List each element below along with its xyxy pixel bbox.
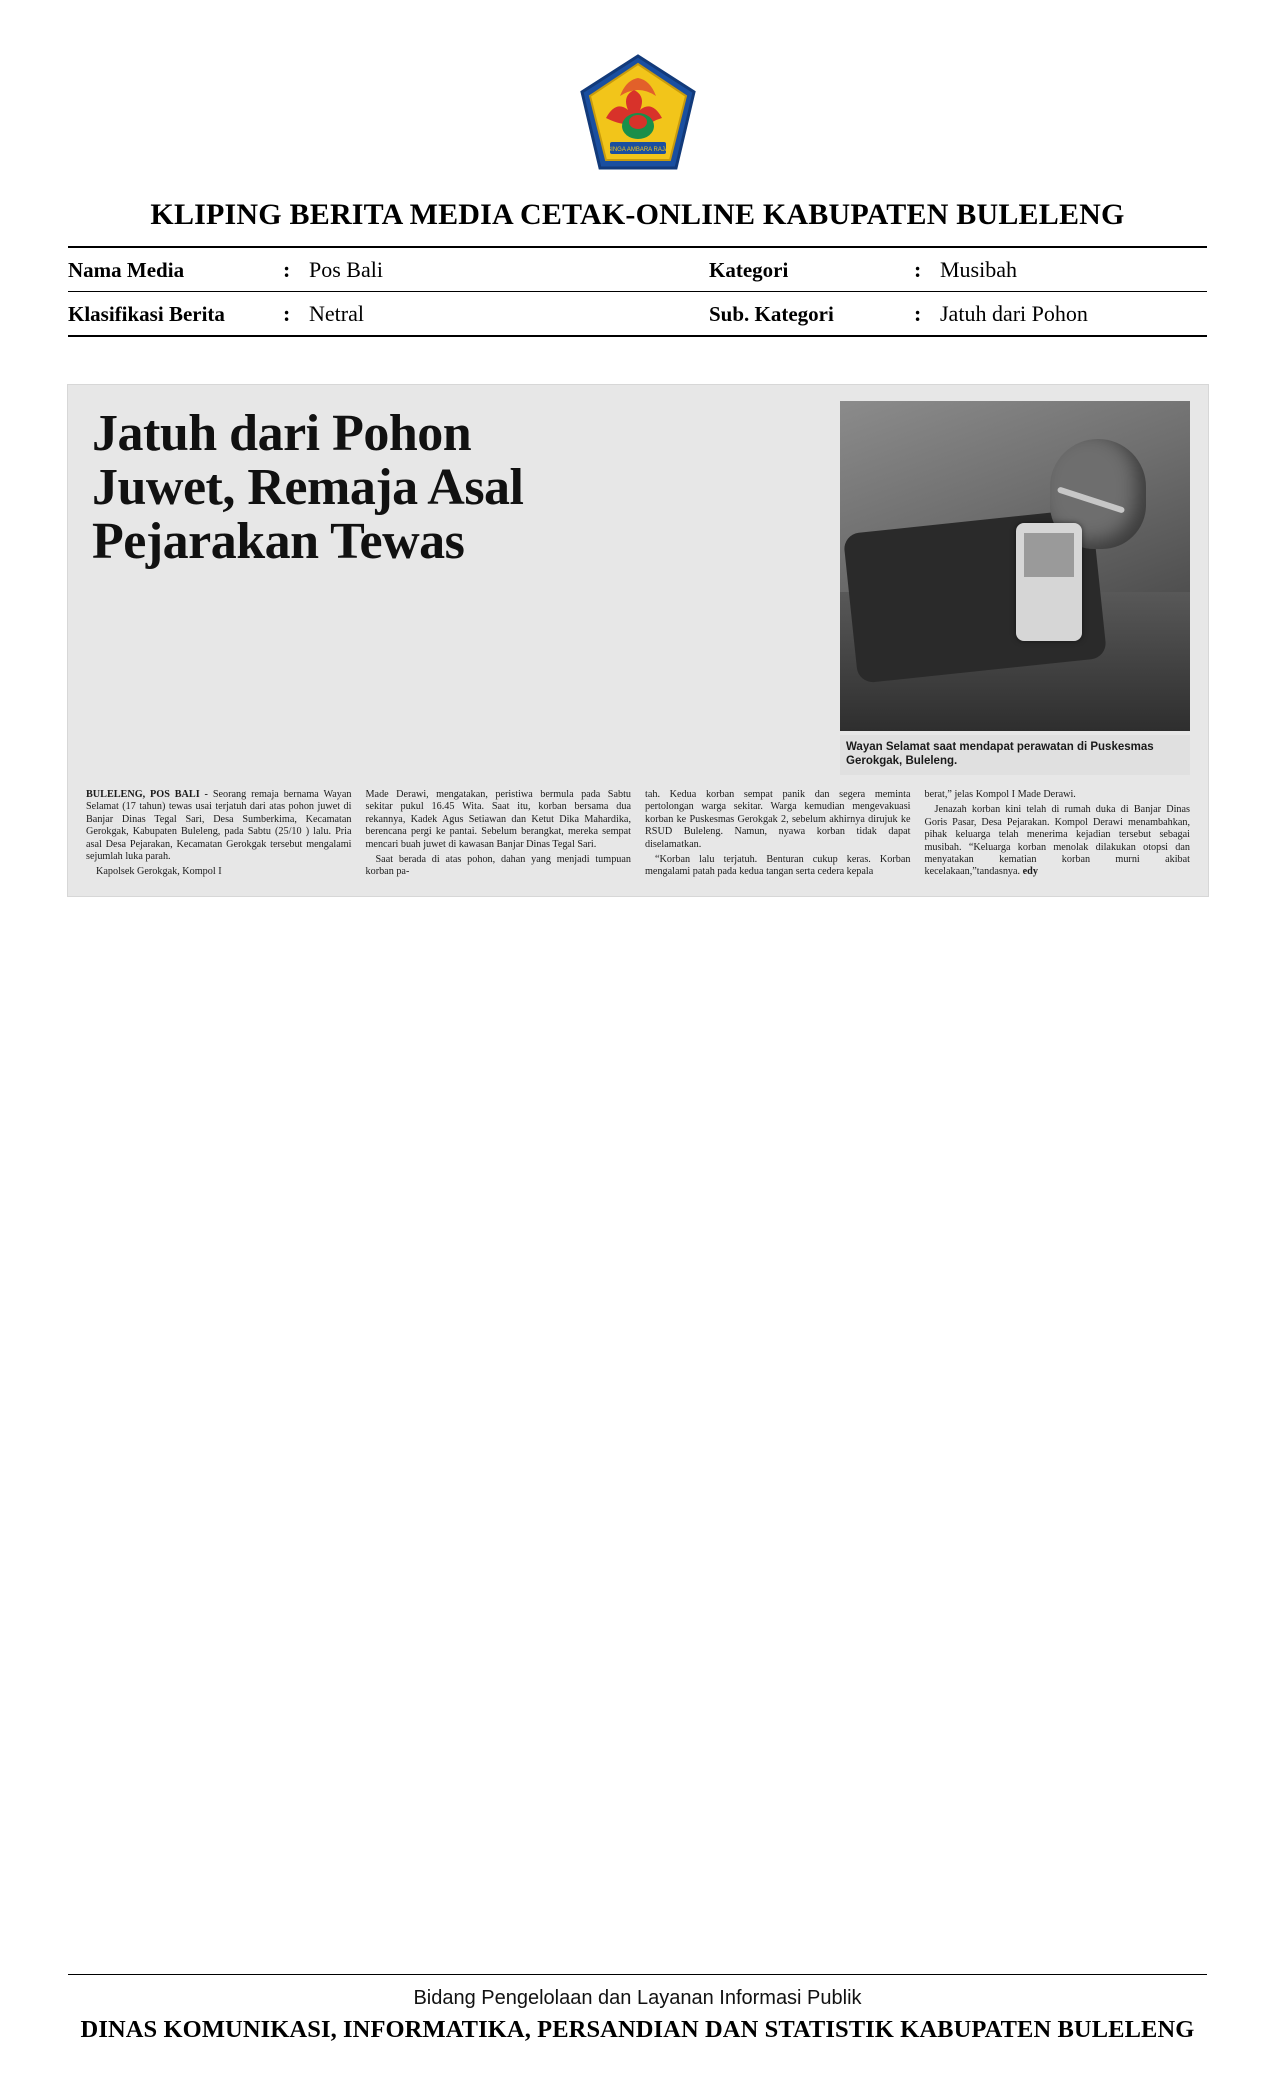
table-row-media (68, 248, 1207, 291)
news-paragraph-text: Jenazah korban kini telah di rumah duka di Banjar Dinas Goris Pasar, Desa Pejarakan. Kompol Derawi menambahkan, pihak keluarga telah menerima kejadian tersebut sebagai musibah. “Keluarga korban menolak dilakukan otopsi dan menyatakan kematian korban murni akibat kecelakaan,”tandasnya. (924, 804, 1190, 878)
colon-2: : (914, 257, 922, 282)
news-column-1 (86, 789, 352, 882)
news-dateline: BULELENG, POS BALI - (86, 788, 213, 800)
headline-line-1: Jatuh dari Pohon (92, 405, 472, 462)
news-clipping-image (68, 385, 1208, 896)
news-headline (92, 407, 826, 569)
news-column-4 (925, 789, 1191, 882)
news-paragraph: berat,” jelas Kompol I Made Derawi. (924, 788, 1076, 800)
colon-4: : (914, 301, 922, 326)
buleleng-crest-logo (576, 52, 700, 176)
clipping-headline-block (86, 401, 826, 775)
kategori-label: Kategori (709, 257, 789, 282)
footer-organization: DINAS KOMUNIKASI, INFORMATIKA, PERSANDIAN DAN STATISTIK KABUPATEN BULELENG (80, 2016, 1195, 2043)
news-paragraph: “Korban lalu terjatuh. Benturan cukup keras. Korban mengalami patah pada kedua tangan serta cedera kepala (645, 853, 911, 878)
news-column-2 (366, 789, 632, 882)
clipping-photo-block (840, 401, 1190, 775)
news-paragraph-text: Seorang remaja bernama Wayan Selamat (17 tahun) tewas usai terjatuh dari atas pohon juwet di Banjar Dinas Tegal Sari, Desa Sumberkima, Kecamatan Gerokgak, Kabupaten Buleleng, pada Sabtu (25/10 ) lalu. Pria asal Desa Pejarakan, Kecamatan Gerokgak tersebut mengalami sejumlah luka parah. (86, 788, 352, 862)
news-paragraph (86, 789, 352, 864)
news-paragraph: tah. Kedua korban sempat panik dan segera meminta pertolongan warga sekitar. Warga kemudian mengevakuasi korban ke Puskesmas Gerokgak 2, sebelum akhirnya dirujuk ke RSUD Buleleng. Namun, nyawa korban tidak dapat diselamatkan. (645, 788, 911, 850)
footer-subtitle: Bidang Pengelolaan dan Layanan Informasi Publik (413, 1987, 862, 2009)
news-paragraph: Saat berada di atas pohon, dahan yang menjadi tumpuan korban pa- (365, 853, 631, 878)
metadata-table (68, 248, 1207, 291)
news-body-columns (86, 789, 1190, 882)
news-paragraph (925, 804, 1191, 879)
sub-kategori-label: Sub. Kategori (709, 301, 834, 326)
sub-kategori-value: Jatuh dari Pohon (940, 301, 1088, 326)
footer-divider (68, 1974, 1207, 1975)
news-column-3 (645, 789, 911, 882)
svg-text:SINGA AMBARA RAJA: SINGA AMBARA RAJA (606, 147, 669, 153)
divider-bottom (68, 335, 1207, 337)
news-byline: edy (1022, 866, 1038, 878)
news-paragraph: Kapolsek Gerokgak, Kompol I (96, 866, 222, 878)
logo-container (68, 0, 1207, 176)
news-photo-patient (840, 401, 1190, 731)
klasifikasi-value: Netral (309, 301, 364, 326)
photo-caption: Wayan Selamat saat mendapat perawatan di Puskesmas Gerokgak, Buleleng. (840, 735, 1190, 775)
metadata-table-2 (68, 292, 1207, 335)
page-footer (0, 1974, 1275, 2044)
klasifikasi-label: Klasifikasi Berita (68, 301, 225, 326)
kategori-value: Musibah (940, 257, 1017, 282)
nama-media-value: Pos Bali (309, 257, 383, 282)
headline-line-2: Juwet, Remaja Asal (92, 459, 524, 517)
news-paragraph: Made Derawi, mengatakan, peristiwa bermula pada Sabtu sekitar pukul 16.45 Wita. Saat itu, korban bersama dua rekannya, Kadek Agus Setiawan dan Ketut Dika Mahardika, berencana pergi ke pantai. Sebelum berangkat, mereka sempat mencari buah juwet di kawasan Banjar Dinas Tegal Sari. (365, 788, 631, 850)
page-title: KLIPING BERITA MEDIA CETAK-ONLINE KABUPATEN BULELENG (150, 198, 1125, 231)
headline-line-3: Pejarakan Tewas (92, 513, 465, 571)
colon-3: : (283, 301, 291, 326)
colon-1: : (283, 257, 291, 282)
table-row-klasifikasi (68, 292, 1207, 335)
nama-media-label: Nama Media (68, 257, 185, 282)
